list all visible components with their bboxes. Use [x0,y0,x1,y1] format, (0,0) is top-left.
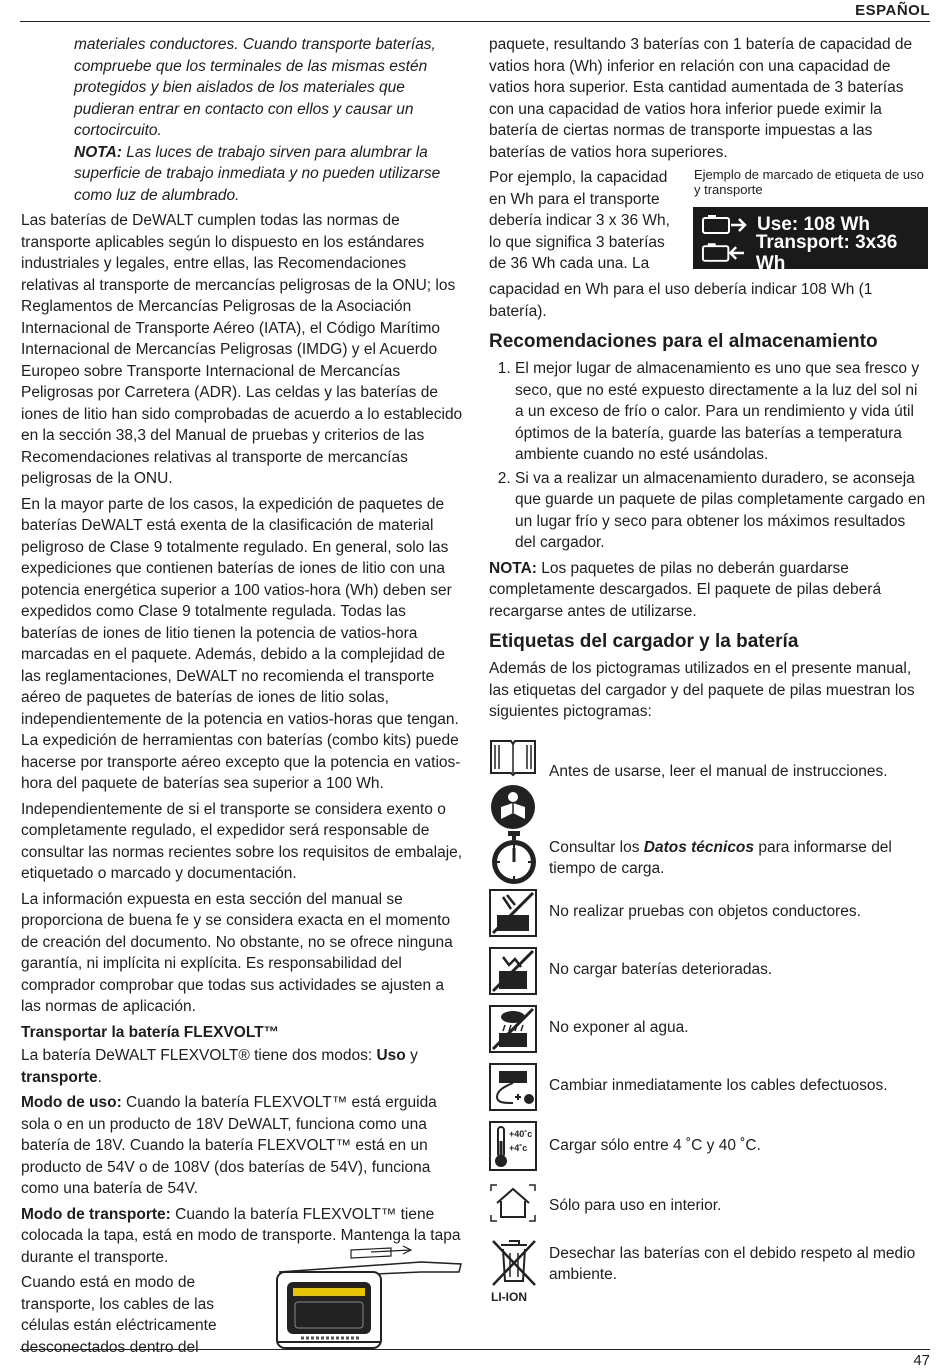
cells-disconnected-paragraph: Cuando está en modo de transporte, los cables de las células están eléctricamente desconectados dentro del [21,1274,217,1356]
right-column [489,34,927,1307]
intro-text: materiales conductores. Cuando transporte baterías, compruebe que los terminales de las mismas estén protegidos y bien aislados de los materiales que pudieran entrar en contacto con ellos y causar un cortocircuito. [74,36,436,139]
label-example-block [489,167,927,279]
example-text: Por ejemplo, la capacidad en Wh para el transporte debería indicar 3 x 36 Wh, lo que significa 3 baterías de 36 Wh cada una. La [489,169,670,272]
pictogram-text: No realizar pruebas con objetos conductores. [549,902,861,920]
storage-list [489,358,927,554]
conjunction: y [405,1047,418,1064]
crossed-bin-icon [489,1237,539,1305]
storage-nota [489,558,927,623]
pictogram-no-water [489,1005,927,1063]
pictogram-text-end: para informarse del tiempo de carga. [549,838,892,877]
period: . [97,1068,102,1086]
temp-high: +40˚c [509,1128,533,1139]
technical-data-ref: Datos técnicos [643,838,755,856]
use-mode-text: Cuando la batería FLEXVOLT™ está erguida sola o en un producto de 18V DeWALT, funciona como una batería de 18V. Cuando la batería FLEXVOLT™ está en un producto de 54V o de 108V (dos baterías de 54V), funciona como una batería de 54V. [21,1094,437,1197]
footer-rule [20,1349,930,1350]
pictogram-temperature [489,1121,927,1183]
battery-with-cap-illustration [271,1242,466,1352]
storage-heading: Recomendaciones para el almacenamiento [489,331,878,352]
transport-standards-paragraph: Las baterías de DeWALT cumplen todas las normas de transporte aplicables según lo dispuesto en los estándares industriales y legales, entre ellas, las Recomendaciones relativas al transporte de mercancías peligrosas de la ONU; los Reglamentos de Mercancías Peligrosas de la Asociación Internacional de Transporte Aéreo (IATA), el Código Marítimo Internacional de Mercancías Peligrosas (IMDG) y el Acuerdo Europeo sobre Transporte Internacional de Mercancías Peligrosas por Carretera (ADR). Las celdas y las baterías de iones de litio han sido comprobadas de acuerdo a lo establecido en la sección 38,3 del Manual de pruebas y criterios de las Recomendaciones relativas al transporte de mercancías peligrosas de la ONU. [21,212,463,487]
page-number: 47 [913,1352,930,1369]
read-manual-mandatory-icon [489,783,537,831]
header-rule [20,21,930,22]
open-book-icon [489,737,537,777]
pictogram-defective-cables [489,1063,927,1121]
pictogram-text: Desechar las baterías con el debido respeto al medio ambiente. [549,1244,916,1283]
transport-mode-label: Modo de transporte: [21,1205,171,1223]
example-caption: Ejemplo de marcado de etiqueta de uso y transporte [694,167,924,197]
nota-text: Las luces de trabajo sirven para alumbrar la superficie de trabajo inmediata y no pueden utilizarse como luz de alumbrado. [74,143,441,204]
li-ion-text: LI-ION [491,1289,527,1304]
nota-text: Los paquetes de pilas no deberán guardarse completamente descargados. El paquete de pilas deberá recargarse antes de utilizarse. [489,559,882,620]
disclaimer-paragraph: La información expuesta en esta sección del manual se proporciona de buena fe y se considera exacta en el momento de creación del documento. No obstante, no se ofrece ninguna garantía, ni implícita ni explícita. Es responsabilidad del comprador comprobar que todas sus actividades se ajusten a las normas de aplicación. [21,890,453,1015]
shipper-responsibility-paragraph: Independientemente de si el transporte se considera exento o completamente regulado, el expedidor será responsable de consultar las normas recientes sobre los requisitos de embalaje, etiquetado o marcado y documentación. [21,800,463,882]
battery-transport-icon [701,242,748,264]
cells-result-paragraph: paquete, resultando 3 baterías con 1 batería de capacidad de vatios hora (Wh) inferior en relación con una capacidad de vatios hora superior. Esta cantidad aumentada de 3 baterías con una capacidad de vatios hora inferior puede eximir la batería de ciertas normas de transporte impuestas a las baterías de vatios hora superiores. [489,36,913,161]
nota-label: NOTA: [489,559,537,577]
transport-value: Transport: 3x36 Wh [755,231,898,274]
pictogram-text: Antes de usarse, leer el manual de instrucciones. [549,762,888,780]
storage-item: 1. El mejor lugar de almacenamiento es uno que sea fresco y seco, que no esté expuesto directamente a la luz del sol ni a un exceso de frío o calor. Para un rendimiento y vida útil óptimos de la batería, guarde las baterías a temperatura ambiente cuando no esté usándolas. [515,358,927,466]
labels-heading: Etiquetas del cargador y la batería [489,631,799,652]
pictogram-text: Sólo para uso en interior. [549,1196,722,1214]
pictogram-charge-time [489,831,927,889]
pictogram-text: No exponer al agua. [549,1018,689,1036]
pictogram-text-start: Consultar los [549,838,644,856]
pictogram-no-conductive [489,889,927,947]
flexvolt-heading: Transportar la batería FLEXVOLT™ [21,1023,280,1041]
pictogram-read-manual [489,737,927,831]
labels-intro: Además de los pictogramas utilizados en el presente manual, las etiquetas del cargador y del paquete de pilas muestran los siguientes pictogramas: [489,660,915,720]
pictogram-text: Cambiar inmediatamente los cables defectuosos. [549,1076,888,1094]
no-water-icon [489,1005,537,1053]
no-damaged-battery-icon [489,947,537,995]
use-value: Use: 108 Wh [757,214,870,236]
battery-figure-block [21,1272,463,1372]
defective-cable-icon [489,1063,537,1111]
use-mode-paragraph [21,1092,463,1200]
example-end: capacidad en Wh para el uso debería indicar 108 Wh (1 batería). [489,281,873,320]
flexvolt-modes-paragraph [21,1045,463,1088]
mode-transport-word: transporte [21,1068,98,1086]
stopwatch-icon [489,831,539,885]
modes-intro: La batería DeWALT FLEXVOLT® tiene dos modos: [21,1047,377,1064]
left-column [21,34,463,1372]
indoor-house-icon [489,1183,537,1223]
intro-warning [21,34,463,206]
use-transport-label [693,207,928,274]
mode-use-word: Uso [376,1047,406,1064]
pictogram-disposal [489,1237,927,1307]
pictogram-text [549,837,919,880]
pictogram-indoor-only [489,1183,927,1237]
transport-mode-text: Cuando la batería FLEXVOLT™ tiene colocada la tapa, está en modo de transporte. Mantenga la tapa durante el transporte. [21,1205,461,1266]
temp-low: +4˚c [509,1142,528,1153]
use-mode-label: Modo de uso: [21,1094,122,1111]
shipping-paragraph: En la mayor parte de los casos, la expedición de paquetes de baterías DeWALT está exenta de la clasificación de material peligroso de Clase 9 totalmente regulado. En general, solo las expediciones que contienen baterías de iones de litio con una potencia energética superior a 100 vatios-hora (Wh) deben ser expedidos como Clase 9 totalmente regulada. Todas las baterías de iones de litio tienen la potencia de vatios-hora marcadas en el paquete. Además, debido a la complejidad de las reglamentaciones, DeWALT no recomienda el transporte aéreo de paquetes de baterías de iones de litio solas, independientemente de la potencia en vatios-horas que tengan. La expedición de herramientas con baterías (combo kits) puede hacerse por transporte aéreo excepto que la potencia en vatios-hora del paquete de baterías sea superior a 100 Wh. [21,495,461,792]
thermometer-icon [489,1121,537,1171]
language-label: ESPAÑOL [855,2,930,19]
nota-label: NOTA: [74,143,122,161]
pictogram-no-damaged [489,947,927,1005]
battery-use-icon [701,214,749,236]
storage-item: 2. Si va a realizar un almacenamiento duradero, se aconseja que guarde un paquete de pilas completamente cargado en un lugar frío y seco para obtener los máximos resultados del cargador. [515,468,927,554]
transport-row [701,231,928,274]
pictogram-text: Cargar sólo entre 4 ˚C y 40 ˚C. [549,1136,761,1154]
no-conductive-objects-icon [489,889,537,937]
pictogram-text: No cargar baterías deterioradas. [549,960,773,978]
